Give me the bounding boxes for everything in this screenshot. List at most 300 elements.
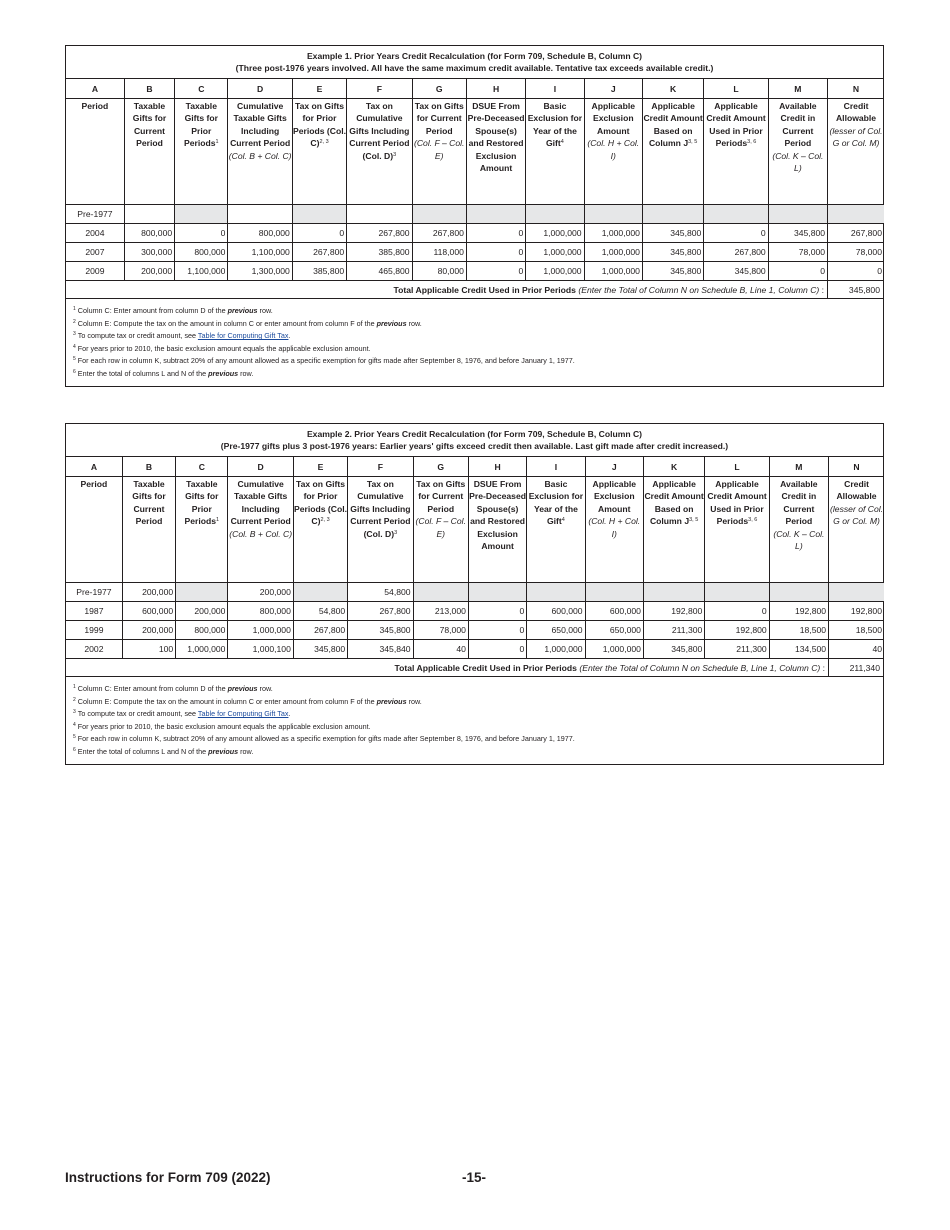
- column-formula: (Col. H + Col. I): [588, 516, 641, 539]
- column-header-label: [828, 100, 884, 125]
- value-cell: 0: [466, 224, 525, 243]
- column-header-text: Tax on Gifts for Current Period: [414, 101, 464, 136]
- column-header-label: [66, 100, 124, 112]
- value-cell: 78,000: [413, 621, 468, 640]
- column-header: [828, 99, 884, 205]
- footnote-emphasis: previous: [227, 684, 258, 693]
- column-header-label: [704, 100, 767, 150]
- footer-form-title: Instructions for Form 709 (2022): [65, 1170, 271, 1185]
- value-cell: 0: [704, 224, 768, 243]
- column-header: [704, 99, 768, 205]
- column-letter: A: [66, 457, 122, 477]
- footnote-number: 4: [73, 343, 76, 350]
- credit-recalculation-table: [66, 79, 884, 299]
- value-cell: 40: [829, 640, 884, 659]
- column-header-label: [644, 478, 704, 528]
- value-cell: 134,500: [769, 640, 828, 659]
- value-cell: 200,000: [122, 621, 175, 640]
- column-header-text: Tax on Cumulative Gifts Including Current Period (Col. D): [349, 101, 410, 161]
- data-rows: [66, 583, 884, 659]
- column-letter: A: [66, 79, 124, 99]
- table-row: [66, 621, 884, 640]
- value-cell: 1,300,000: [228, 262, 292, 281]
- footnote-ref: 2, 3: [319, 139, 329, 146]
- column-header-text: Period: [81, 101, 109, 111]
- column-header-label: [769, 100, 827, 150]
- column-letter-row: [66, 457, 884, 477]
- column-letter: L: [704, 79, 768, 99]
- column-header-text: Basic Exclusion for Year of the Gift: [527, 101, 583, 149]
- footnote-ref: 3, 5: [689, 517, 699, 524]
- column-letter: N: [828, 79, 884, 99]
- footnote-text: For each row in column K, subtract 20% of any amount allowed as a specific exemption for gifts made after September 8, 1976, and before January 1, 1977.: [77, 734, 575, 744]
- column-letter: D: [228, 457, 293, 477]
- column-header-label: [770, 478, 828, 528]
- footnote: [73, 305, 883, 318]
- column-header-label: [125, 100, 174, 150]
- footnote-text: Column E: Compute the tax on the amount in column C or enter amount from column F of the: [77, 318, 377, 328]
- footnote-number: 1: [73, 306, 76, 312]
- value-cell: 200,000: [228, 583, 293, 602]
- value-cell: 1,000,000: [526, 262, 584, 281]
- column-header: [66, 99, 124, 205]
- column-header: [293, 477, 347, 583]
- column-letter: K: [642, 79, 703, 99]
- footnote-text-end: .: [288, 331, 291, 341]
- total-row: [66, 659, 884, 677]
- value-cell: 0: [292, 224, 346, 243]
- footnote-ref: 1: [215, 139, 219, 146]
- period-cell: 2009: [66, 262, 124, 281]
- footnote: [73, 683, 883, 696]
- example-title-block: [66, 424, 883, 457]
- footnote-ref: 3, 5: [688, 139, 698, 146]
- footnote-number: 2: [73, 696, 76, 703]
- footnote: [73, 318, 883, 331]
- footnote-number: 6: [73, 368, 76, 375]
- column-letter: H: [466, 79, 525, 99]
- column-letter: D: [228, 79, 292, 99]
- column-letter: J: [585, 457, 643, 477]
- value-cell: 345,800: [348, 621, 413, 640]
- column-header-text: Applicable Credit Amount Based on Column J: [644, 479, 704, 527]
- column-header-text: Tax on Gifts for Current Period: [416, 479, 466, 514]
- table-row: [66, 583, 884, 602]
- column-letter: J: [584, 79, 642, 99]
- footnote-emphasis: previous: [208, 368, 239, 378]
- column-header-text: DSUE From Pre-Deceased Spouse(s) and Restored Exclusion Amount: [469, 479, 526, 552]
- value-cell: 267,800: [347, 224, 412, 243]
- value-cell: 800,000: [175, 243, 228, 262]
- column-header-text: Tax on Gifts for Prior Periods (Col. C): [294, 479, 348, 527]
- value-cell: 800,000: [176, 621, 228, 640]
- period-cell: Pre-1977: [66, 205, 124, 224]
- footnotes: [66, 299, 883, 381]
- value-cell: [769, 583, 828, 602]
- column-header-text: Applicable Credit Amount Used in Prior Periods: [707, 479, 767, 527]
- table-row: [66, 262, 884, 281]
- column-letter: C: [175, 79, 228, 99]
- column-header-label: [526, 100, 583, 150]
- period-cell: 1999: [66, 621, 122, 640]
- footnote-text: For each row in column K, subtract 20% of any amount allowed as a specific exemption for gifts made after September 8, 1976, and before January 1, 1977.: [77, 356, 575, 366]
- value-cell: 0: [466, 262, 525, 281]
- footnote-ref: 3, 6: [747, 139, 757, 146]
- column-header-label: [293, 100, 346, 150]
- column-header-text: Taxable Gifts for Prior Periods: [184, 479, 219, 527]
- footnote-text: To compute tax or credit amount, see: [77, 331, 198, 341]
- footnote-number: 2: [73, 318, 76, 325]
- table-row: [66, 602, 884, 621]
- footnote-ref: 3: [393, 151, 397, 158]
- value-cell: 345,800: [642, 262, 703, 281]
- column-header: [347, 99, 412, 205]
- value-cell: [642, 205, 703, 224]
- column-header-text: Applicable Exclusion Amount: [591, 101, 635, 136]
- value-cell: [347, 205, 412, 224]
- total-value: 345,800: [828, 281, 884, 299]
- total-label: Total Applicable Credit Used in Prior Periods (Enter the Total of Column N on Schedule B, Line 1, Column C) :: [66, 281, 828, 299]
- column-formula: (Col. K – Col. L): [773, 528, 825, 552]
- footnote-text: Enter the total of columns L and N of the: [77, 746, 209, 756]
- table-row: [66, 640, 884, 659]
- footnote: [73, 355, 883, 368]
- column-header-text: Applicable Exclusion Amount: [592, 479, 636, 514]
- column-formula: (Col. B + Col. C): [228, 150, 292, 161]
- column-header-label: [467, 100, 525, 174]
- column-letter: B: [124, 79, 174, 99]
- footnote-ref: 4: [561, 517, 565, 524]
- value-cell: [124, 205, 174, 224]
- column-header: [413, 477, 468, 583]
- footnote-text: Column E: Compute the tax on the amount in column C or enter amount from column F of the: [77, 696, 377, 706]
- column-header-text: Basic Exclusion for Year of the Gift: [528, 479, 584, 527]
- column-letter: L: [705, 457, 769, 477]
- example-title-block: [66, 46, 883, 79]
- column-formula: (Col. H + Col. I): [587, 138, 640, 161]
- value-cell: 80,000: [412, 262, 466, 281]
- footnote-number: 3: [73, 331, 76, 338]
- value-cell: 18,500: [829, 621, 884, 640]
- footnote-text-end: row.: [257, 684, 273, 693]
- column-header-label: [414, 478, 468, 515]
- column-header-text: Credit Allowable: [836, 479, 877, 502]
- footnote-text: For years prior to 2010, the basic exclusion amount equals the applicable exclusion amount.: [77, 343, 371, 353]
- table-row: [66, 224, 884, 243]
- value-cell: 18,500: [769, 621, 828, 640]
- column-header-text: Cumulative Taxable Gifts Including Current Period: [230, 101, 291, 149]
- value-cell: 1,000,000: [584, 224, 642, 243]
- value-cell: 78,000: [768, 243, 827, 262]
- value-cell: [704, 205, 768, 224]
- footnote-ref: 3: [394, 529, 398, 536]
- value-cell: 650,000: [585, 621, 643, 640]
- value-cell: 345,800: [293, 640, 347, 659]
- value-cell: 345,800: [642, 224, 703, 243]
- value-cell: 650,000: [527, 621, 585, 640]
- column-letter: G: [413, 457, 468, 477]
- column-formula: (lesser of Col. G or Col. M): [830, 503, 884, 527]
- value-cell: 213,000: [413, 602, 468, 621]
- value-cell: 267,800: [412, 224, 466, 243]
- footnote-text-end: row.: [257, 306, 273, 315]
- column-header-label: [469, 478, 526, 552]
- footnote-number: 5: [73, 356, 76, 363]
- value-cell: 267,800: [292, 243, 346, 262]
- value-cell: 600,000: [527, 602, 585, 621]
- column-header-label: [123, 478, 175, 528]
- column-header: [526, 99, 584, 205]
- column-header-text: Taxable Gifts for Current Period: [132, 479, 166, 527]
- column-header-label: [66, 478, 122, 490]
- column-header-text: DSUE From Pre-Deceased Spouse(s) and Restored Exclusion Amount: [467, 101, 525, 174]
- value-cell: [705, 583, 769, 602]
- column-header: [292, 99, 346, 205]
- value-cell: 345,840: [348, 640, 413, 659]
- value-cell: 118,000: [412, 243, 466, 262]
- value-cell: 211,300: [643, 621, 704, 640]
- value-cell: 1,000,000: [228, 621, 293, 640]
- value-cell: [228, 205, 292, 224]
- value-cell: [468, 583, 526, 602]
- total-value: 211,340: [829, 659, 884, 677]
- column-header-row: [66, 477, 884, 583]
- example-title: Example 1. Prior Years Credit Recalculation (for Form 709, Schedule B, Column C): [306, 51, 643, 61]
- value-cell: 1,000,000: [527, 640, 585, 659]
- value-cell: 267,800: [293, 621, 347, 640]
- value-cell: 345,800: [643, 640, 704, 659]
- column-header-label: [413, 100, 466, 137]
- column-letter: M: [768, 79, 827, 99]
- value-cell: 0: [705, 602, 769, 621]
- column-header-label: [705, 478, 768, 528]
- value-cell: [584, 205, 642, 224]
- value-cell: 0: [828, 262, 884, 281]
- value-cell: 345,800: [642, 243, 703, 262]
- value-cell: 192,800: [643, 602, 704, 621]
- value-cell: 0: [175, 224, 228, 243]
- value-cell: 1,000,100: [228, 640, 293, 659]
- total-row: [66, 281, 884, 299]
- footnote-number: 5: [73, 734, 76, 741]
- column-header: [122, 477, 175, 583]
- footnote-text-end: .: [288, 709, 291, 719]
- value-cell: [768, 205, 827, 224]
- column-formula: (Col. B + Col. C): [229, 528, 293, 539]
- footnote-text-end: row.: [238, 746, 254, 756]
- value-cell: 0: [468, 602, 526, 621]
- value-cell: [643, 583, 704, 602]
- column-header-text: Available Credit in Current Period: [780, 479, 818, 527]
- value-cell: [526, 205, 584, 224]
- value-cell: 1,000,000: [526, 224, 584, 243]
- column-formula: (Col. F – Col. E): [415, 516, 466, 539]
- column-formula: (Col. K – Col. L): [772, 150, 824, 174]
- footnote: [73, 708, 883, 721]
- column-header-text: Applicable Credit Amount Based on Column J: [643, 101, 703, 149]
- value-cell: [585, 583, 643, 602]
- column-header-label: [228, 100, 291, 150]
- value-cell: 54,800: [348, 583, 413, 602]
- column-letter: C: [176, 457, 228, 477]
- table-for-computing-gift-tax-link[interactable]: Table for Computing Gift Tax: [197, 709, 289, 719]
- footnote-emphasis: previous: [208, 746, 239, 756]
- value-cell: [412, 205, 466, 224]
- value-cell: 385,800: [347, 243, 412, 262]
- page-number: -15-: [462, 1170, 487, 1185]
- column-header-text: Cumulative Taxable Gifts Including Current Period: [230, 479, 291, 527]
- value-cell: 800,000: [124, 224, 174, 243]
- column-header-label: [585, 100, 642, 137]
- table-row: [66, 205, 884, 224]
- column-header-label: [228, 478, 292, 528]
- column-letter-row: [66, 79, 884, 99]
- value-cell: 0: [768, 262, 827, 281]
- column-header: [176, 477, 228, 583]
- value-cell: 200,000: [124, 262, 174, 281]
- value-cell: 267,800: [828, 224, 884, 243]
- column-header: [584, 99, 642, 205]
- footnote-number: 3: [73, 709, 76, 716]
- column-header-text: Period: [80, 479, 108, 489]
- value-cell: 192,800: [829, 602, 884, 621]
- value-cell: 0: [468, 640, 526, 659]
- period-cell: 2002: [66, 640, 122, 659]
- footnote-number: 6: [73, 746, 76, 753]
- column-header-text: Taxable Gifts for Current Period: [132, 101, 167, 149]
- value-cell: 385,800: [292, 262, 346, 281]
- value-cell: 1,000,000: [584, 262, 642, 281]
- column-letter: G: [412, 79, 466, 99]
- table-row: [66, 243, 884, 262]
- column-letter: M: [769, 457, 828, 477]
- footnote-text-end: row.: [406, 696, 422, 706]
- column-letter: F: [347, 79, 412, 99]
- footnotes: [66, 677, 883, 759]
- column-header: [642, 99, 703, 205]
- footnote: [73, 696, 883, 709]
- column-header-label: [829, 478, 884, 503]
- credit-recalculation-table: [66, 457, 884, 677]
- column-formula: (lesser of Col. G or Col. M): [829, 125, 883, 149]
- footnote-text-end: row.: [406, 318, 422, 328]
- table-for-computing-gift-tax-link[interactable]: Table for Computing Gift Tax: [197, 331, 289, 341]
- example-1-table-block: [65, 45, 884, 387]
- value-cell: [829, 583, 884, 602]
- footnote-emphasis: previous: [376, 318, 407, 328]
- value-cell: [828, 205, 884, 224]
- footnote-text: To compute tax or credit amount, see: [77, 709, 198, 719]
- footnote-number: 1: [73, 684, 76, 690]
- column-header-label: [348, 478, 412, 540]
- footnote-text: Column C: Enter amount from column D of the: [77, 684, 228, 693]
- period-cell: 1987: [66, 602, 122, 621]
- value-cell: 192,800: [705, 621, 769, 640]
- footnote-number: 4: [73, 721, 76, 728]
- footnote-ref: 3, 6: [748, 517, 758, 524]
- value-cell: [466, 205, 525, 224]
- value-cell: 100: [122, 640, 175, 659]
- column-header: [527, 477, 585, 583]
- footnote: [73, 368, 883, 381]
- column-header: [348, 477, 413, 583]
- value-cell: 1,100,000: [228, 243, 292, 262]
- value-cell: 465,800: [347, 262, 412, 281]
- footnote-text: For years prior to 2010, the basic exclusion amount equals the applicable exclusion amount.: [77, 721, 371, 731]
- column-letter: N: [829, 457, 884, 477]
- value-cell: 1,000,000: [585, 640, 643, 659]
- column-letter: F: [348, 457, 413, 477]
- column-header-label: [294, 478, 347, 528]
- column-header-label: [347, 100, 411, 162]
- value-cell: 192,800: [769, 602, 828, 621]
- column-header: [768, 99, 827, 205]
- column-header: [228, 477, 293, 583]
- value-cell: 200,000: [176, 602, 228, 621]
- column-header-label: [176, 478, 227, 528]
- column-letter: I: [527, 457, 585, 477]
- value-cell: 1,000,000: [176, 640, 228, 659]
- column-header-text: Taxable Gifts for Prior Periods: [184, 101, 218, 149]
- example-subtitle: (Pre-1977 gifts plus 3 post-1976 years: Earlier years' gifts exceed credit then available. Last gift made after credit increased.): [220, 441, 729, 451]
- column-header: [705, 477, 769, 583]
- data-rows: [66, 205, 884, 281]
- value-cell: 1,100,000: [175, 262, 228, 281]
- value-cell: 78,000: [828, 243, 884, 262]
- value-cell: 1,000,000: [584, 243, 642, 262]
- column-letter: E: [292, 79, 346, 99]
- footnote-emphasis: previous: [376, 696, 407, 706]
- value-cell: 200,000: [122, 583, 175, 602]
- footnote: [73, 733, 883, 746]
- column-header: [769, 477, 828, 583]
- value-cell: 267,800: [704, 243, 768, 262]
- column-letter: K: [643, 457, 704, 477]
- column-letter: H: [468, 457, 526, 477]
- footnote-emphasis: previous: [227, 306, 258, 315]
- value-cell: 40: [413, 640, 468, 659]
- footnote-text-end: row.: [238, 368, 254, 378]
- example-2-table-block: [65, 423, 884, 765]
- value-cell: 267,800: [348, 602, 413, 621]
- column-header: [175, 99, 228, 205]
- value-cell: [292, 205, 346, 224]
- period-cell: 2007: [66, 243, 124, 262]
- value-cell: 0: [468, 621, 526, 640]
- column-header-label: [175, 100, 227, 150]
- column-header: [466, 99, 525, 205]
- column-header-text: Tax on Gifts for Prior Periods (Col. C): [293, 101, 347, 149]
- total-label: Total Applicable Credit Used in Prior Periods (Enter the Total of Column N on Schedule B, Line 1, Column C) :: [66, 659, 829, 677]
- column-header: [124, 99, 174, 205]
- footnote: [73, 343, 883, 356]
- value-cell: [293, 583, 347, 602]
- value-cell: 211,300: [705, 640, 769, 659]
- value-cell: [527, 583, 585, 602]
- value-cell: 600,000: [585, 602, 643, 621]
- column-header: [468, 477, 526, 583]
- column-formula: (Col. F – Col. E): [413, 138, 465, 161]
- column-header-text: Available Credit in Current Period: [779, 101, 817, 149]
- value-cell: 600,000: [122, 602, 175, 621]
- column-header-text: Applicable Credit Amount Used in Prior Periods: [706, 101, 766, 149]
- column-header-row: [66, 99, 884, 205]
- value-cell: 300,000: [124, 243, 174, 262]
- value-cell: [175, 205, 228, 224]
- example-subtitle: (Three post-1976 years involved. All have the same maximum credit available. Tentative tax exceeds available credit.): [235, 63, 714, 73]
- column-header-text: Credit Allowable: [835, 101, 877, 124]
- footnote-ref: 1: [216, 517, 220, 524]
